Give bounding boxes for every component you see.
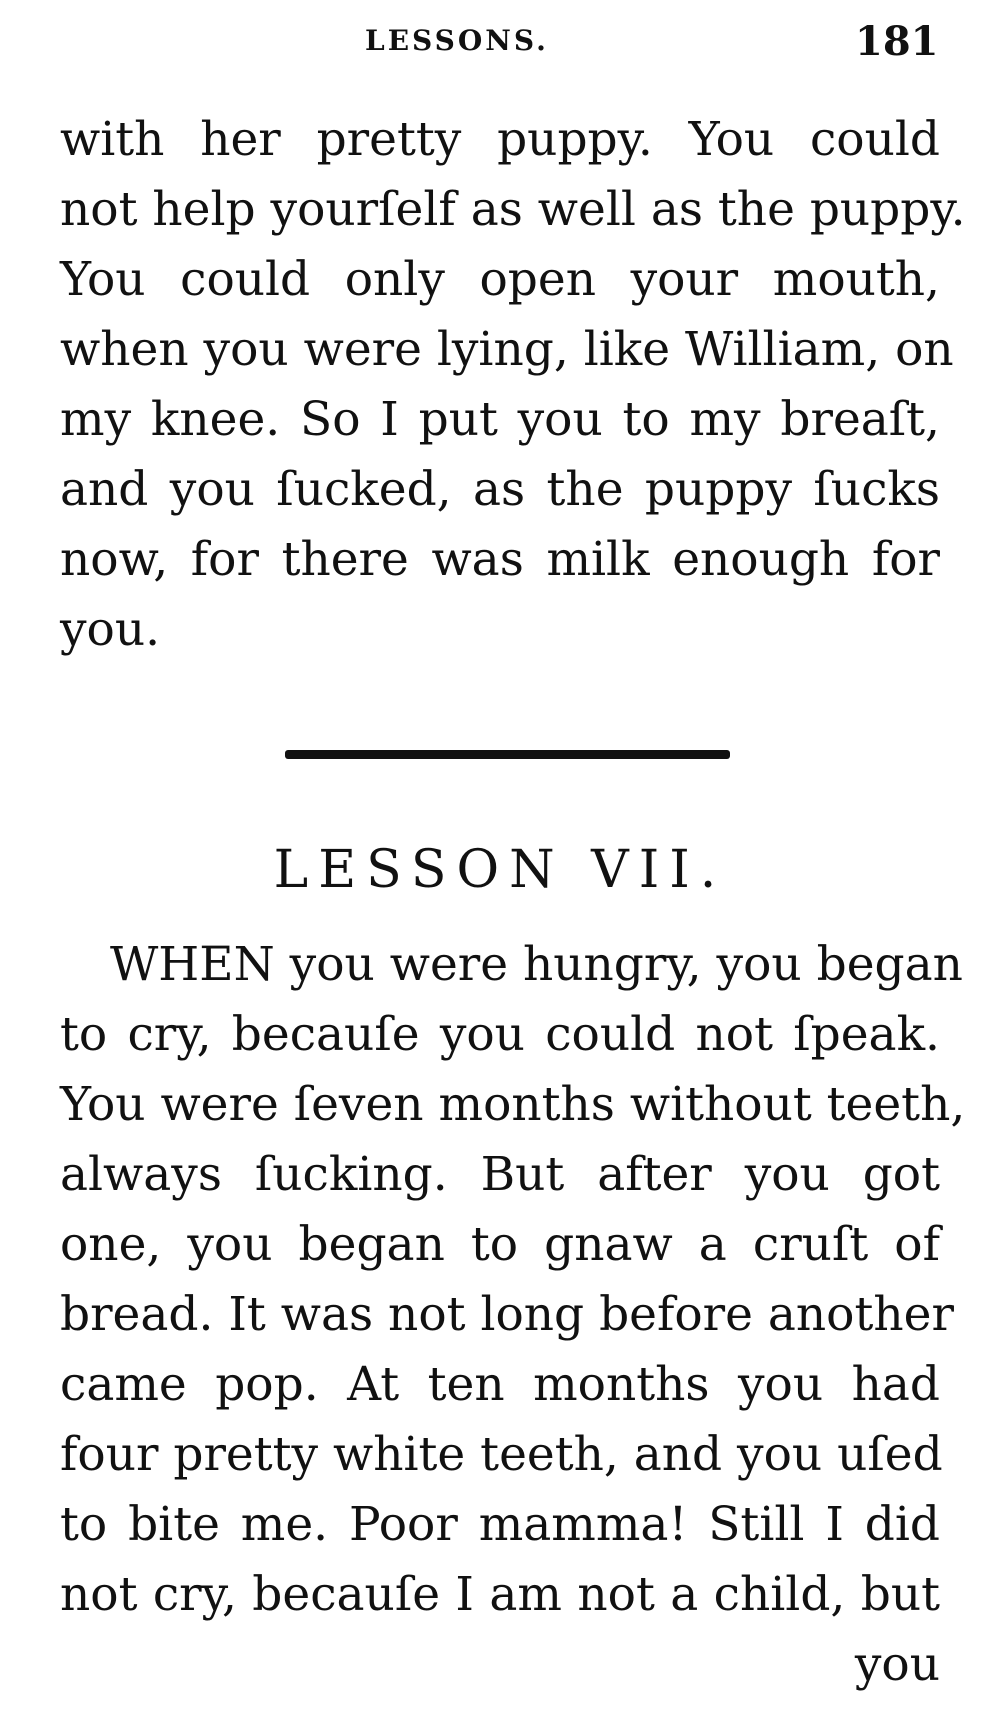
- lesson-heading: LESSON VII.: [273, 840, 727, 900]
- running-head-title: LESSONS.: [365, 24, 549, 57]
- text-line: not help yourſelf as well as the puppy.: [60, 182, 966, 237]
- text-line: You were ſeven months without teeth,: [60, 1077, 966, 1132]
- text-line: always ſucking. But after you got: [60, 1147, 940, 1202]
- section-divider-rule: [285, 750, 730, 759]
- lesson-paragraph: [60, 930, 966, 1700]
- text-line: and you ſucked, as the puppy ſucks: [60, 462, 940, 517]
- text-line: with her pretty puppy. You could: [60, 112, 940, 167]
- text-line: my knee. So I put you to my breaſt,: [60, 392, 940, 447]
- text-line: You could only open your mouth,: [60, 252, 940, 307]
- text-line: bread. It was not long before another: [60, 1287, 954, 1342]
- running-head: [0, 18, 1000, 84]
- text-line: to cry, becauſe you could not ſpeak.: [60, 1007, 940, 1062]
- text-line: four pretty white teeth, and you uſed: [60, 1427, 943, 1482]
- page-number: 181: [855, 18, 939, 65]
- text-line: now, for there was milk enough for: [60, 532, 940, 587]
- catchword: you: [854, 1637, 940, 1692]
- text-line: not cry, becauſe I am not a child, but: [60, 1567, 940, 1622]
- text-line: WHEN you were hungry, you began: [110, 937, 963, 992]
- text-line: one, you began to gnaw a cruſt of: [60, 1217, 940, 1272]
- continued-paragraph: [60, 105, 966, 665]
- text-line: when you were lying, like William, on: [60, 322, 954, 377]
- text-line: you.: [60, 602, 161, 657]
- text-line: came pop. At ten months you had: [60, 1357, 940, 1412]
- text-line: to bite me. Poor mamma! Still I did: [60, 1497, 940, 1552]
